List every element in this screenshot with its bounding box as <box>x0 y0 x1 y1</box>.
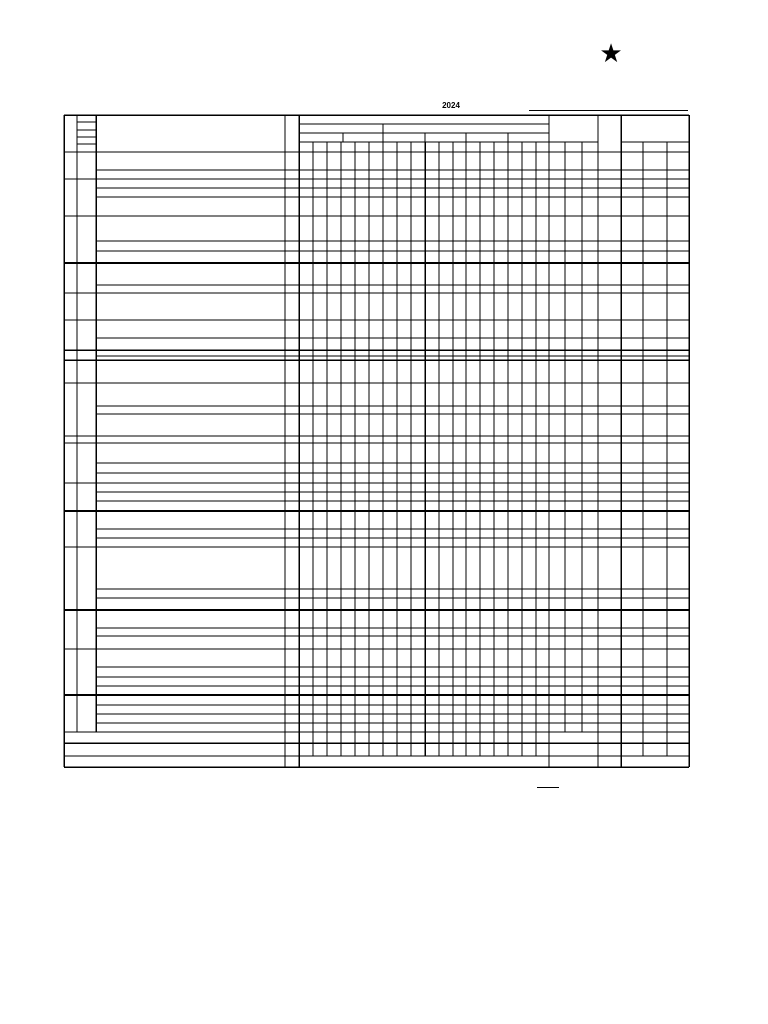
footer-short-line <box>537 787 559 788</box>
form-year: 2024 <box>442 101 460 110</box>
star-icon: ★ <box>599 38 623 68</box>
